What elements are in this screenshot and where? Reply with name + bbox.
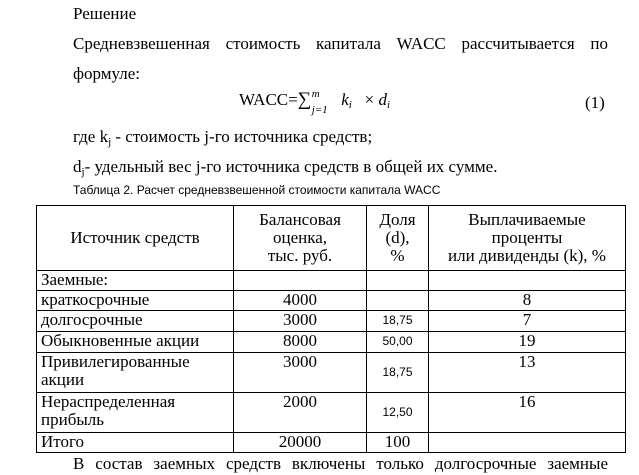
header-paid: Выплачиваемые проценты или дивиденды (k), % [429,206,626,271]
table-header-row [37,206,626,271]
definition-k: где $k_j$ - стоимость j-го источника средств; [73,127,373,148]
wacc-table [36,205,626,453]
table-caption: Таблица 2. Расчет средневзвешенной стоимости капитала WACC [73,183,441,197]
wacc-formula: WACC=∑ m j=1 $k_i$ × $d_i$ [239,90,390,116]
formula-number: (1) [585,93,605,112]
paragraph-line: В состав заемных средств включены только долгосрочные заемные [73,454,608,473]
table-row: Заемные: [37,271,626,291]
table-row: краткосрочные 4000 8 [37,291,626,311]
formula-times: × [364,90,375,109]
formula-d: d [378,90,387,109]
formula-lhs: WACC= [239,90,298,109]
definition-d: $d_j-$ удельный вес j-го источника средств в общей их сумме. [73,157,498,178]
table-row: Привилегированные акции 3000 18,75 13 [37,353,626,393]
table-row: Нераспределенная прибыль 2000 12,50 16 [37,393,626,433]
header-source: Источник средств [37,206,234,271]
paragraph-line: формуле: [73,64,141,83]
table-row: Обыкновенные акции 8000 50,00 19 [37,332,626,353]
paragraph-line: Средневзвешенная стоимость капитала WACC рассчитывается по [73,34,608,53]
formula-k: k [341,90,349,109]
table-row: долгосрочные 3000 18,75 7 [37,311,626,332]
header-balance: Балансовая оценка, тыс. руб. [234,206,367,271]
sum-lower-index: j=1 [311,104,328,116]
solution-heading: Решение [73,4,137,23]
sum-upper-index: m [311,88,320,100]
sum-symbol: ∑ m j=1 [298,90,312,110]
header-share: Доля (d), % [367,206,429,271]
table-total-row: Итого 20000 100 [37,433,626,453]
